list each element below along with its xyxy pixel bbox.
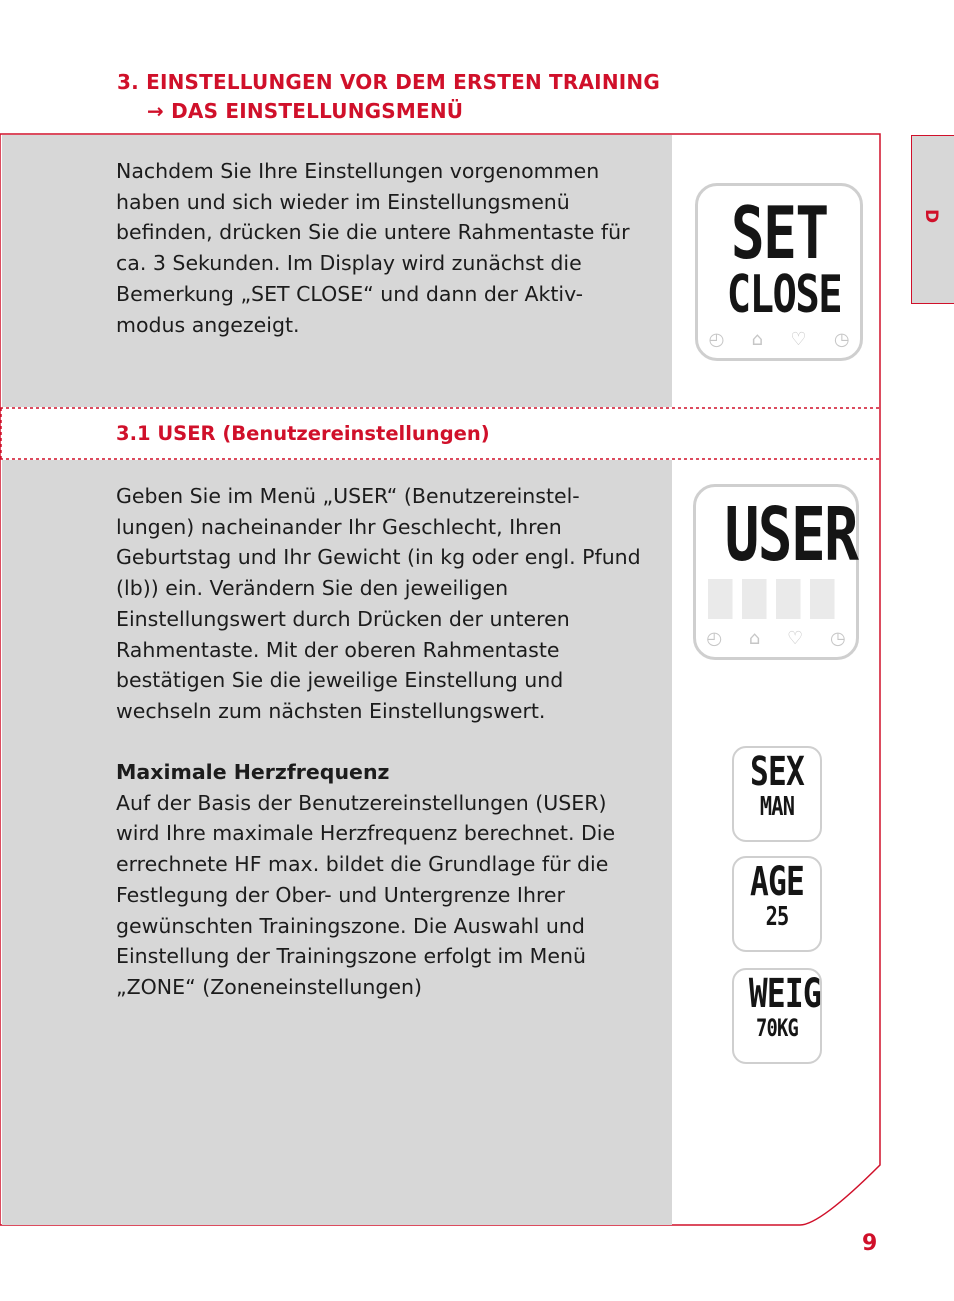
display-line2: MAN — [759, 792, 795, 822]
max-hr-paragraph: Auf der Basis der Benutzereinstellungen (USER) wird Ihre maximale Herzfrequenz berechnet. Die errechnete HF max. bildet die Grundlage für die Festlegung der Ober- und Untergrenze Ihrer gewünschten Trainingszone. Die Auswahl und Einstellung der Trainingszone erfolgt im Menü „ZONE“ (Zoneneinstellungen) — [116, 790, 616, 999]
display-sex — [732, 746, 822, 842]
display-line2: 70KG — [756, 1014, 798, 1042]
chapter-heading — [117, 68, 660, 126]
display-line2: 25 — [765, 902, 789, 932]
clock-icon: ◷ — [830, 628, 846, 650]
max-hr-title: Maximale Herzfrequenz — [116, 760, 390, 784]
language-tab-label: D — [921, 208, 942, 224]
clock-icon: ◷ — [833, 329, 850, 351]
home-icon: ⌂ — [751, 329, 763, 351]
display-line1: SEX — [749, 749, 805, 795]
home-icon: ⌂ — [748, 628, 761, 650]
stopwatch-icon: ◴ — [708, 329, 725, 351]
display-line1: USER — [724, 492, 857, 578]
section2-paragraph: Geben Sie im Menü „USER“ (Benutzereinstel-lungen) nacheinander Ihr Geschlecht, Ihren Geburtstag und Ihr Gewicht (in kg oder engl. Pfund (lb)) ein. Verändern Sie den jeweiligen Einstellungswert durch Drücken der unteren Rahmentaste. Mit der oberen Rahmentaste bestätigen Sie die jeweilige Einstellung und wechseln zum nächsten Einstellungswert. — [116, 484, 641, 723]
language-tab — [911, 135, 954, 304]
section1-paragraph: Nachdem Sie Ihre Einstellungen vorgenommen haben und sich wieder im Einstellungsmenü befinden, drücken Sie die untere Rahmentaste für ca. 3 Sekunden. Im Display wird zunächst die Bemerkung „SET CLOSE“ und dann der Aktiv-modus angezeigt. — [116, 159, 630, 337]
max-hr-block — [116, 757, 646, 1003]
section2-heading: 3.1 USER (Benutzereinstellungen) — [116, 422, 490, 445]
page-number: 9 — [862, 1231, 878, 1256]
heart-icon: ♡ — [787, 628, 804, 650]
display-set-close — [695, 183, 863, 361]
display-line1: WEIG — [748, 971, 821, 1017]
chapter-subtitle: → DAS EINSTELLUNGSMENÜ — [147, 99, 464, 123]
stopwatch-icon: ◴ — [706, 628, 722, 650]
chapter-title: 3. EINSTELLUNGEN VOR DEM ERSTEN TRAINING — [117, 70, 660, 94]
display-icons — [708, 329, 849, 350]
display-line2: CLOSE — [726, 265, 841, 325]
heart-icon: ♡ — [790, 329, 807, 351]
display-line1: SET — [730, 191, 828, 275]
display-blank-segments — [708, 579, 844, 619]
display-line1: AGE — [749, 859, 805, 905]
display-icons — [706, 628, 845, 649]
display-user — [693, 484, 859, 660]
display-age — [732, 856, 822, 952]
display-weight — [732, 968, 822, 1064]
